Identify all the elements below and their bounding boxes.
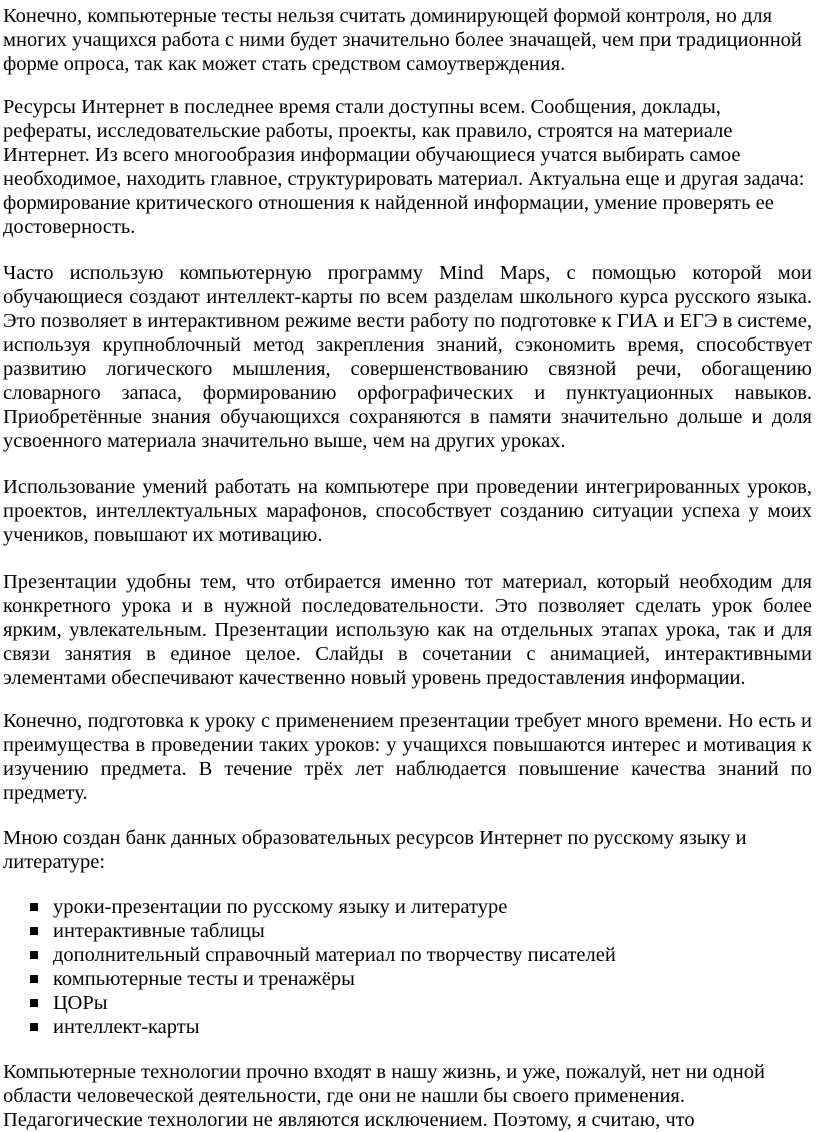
paragraph-computer-tests: Конечно, компьютерные тесты нельзя считать доминирующей формой контроля, но для многих учащихся работа с ними будет значительно более значащей, чем при традиционной форме опроса, так как может стать средством самоутверждения.	[3, 5, 802, 75]
paragraph-lesson-preparation: Конечно, подготовка к уроку с применением презентации требует много времени. Но есть и преимущества в проведении таких уроков: у учащихся повышаются интерес и мотивация к изучению предмета. В течение трёх лет наблюдается повышение качества знаний по предмету.	[3, 710, 812, 804]
list-item	[28, 943, 788, 967]
list-item	[28, 1015, 788, 1039]
square-bullet-icon	[30, 903, 38, 911]
paragraph-resource-bank: Мною создан банк данных образовательных ресурсов Интернет по русскому языку и литературе:	[3, 827, 747, 873]
list-item	[28, 895, 788, 919]
list-item	[28, 991, 788, 1015]
list-item-text: дополнительный справочный материал по творчеству писателей	[53, 944, 616, 966]
resources-list	[28, 895, 788, 1039]
list-item-text: ЦОРы	[53, 992, 108, 1014]
paragraph-computer-skills: Использование умений работать на компьютере при проведении интегрированных уроков, проектов, интеллектуальных марафонов, способствует созданию ситуации успеха у моих учеников, повышают их мотивацию.	[3, 476, 812, 546]
paragraph-presentations: Презентации удобны тем, что отбирается именно тот материал, который необходим для конкретного урока и в нужной последовательности. Это позволяет сделать урок более ярким, увлекательным. Презентации использую как на отдельных этапах урока, так и для связи занятия в единое целое. Слайды в сочетании с анимацией, интерактивными элементами обеспечивают качественно новый уровень предоставления информации.	[3, 571, 812, 689]
square-bullet-icon	[30, 999, 38, 1007]
list-item-text: интеллект-карты	[53, 1016, 200, 1038]
square-bullet-icon	[30, 1023, 38, 1031]
paragraph-conclusion: Компьютерные технологии прочно входят в нашу жизнь, и уже, пожалуй, нет ни одной области человеческой деятельности, где они не нашли бы своего применения. Педагогические технологии не являются исключением. Поэтому, я считаю, что	[3, 1061, 765, 1131]
list-item-text: компьютерные тесты и тренажёры	[53, 968, 355, 990]
square-bullet-icon	[30, 927, 38, 935]
square-bullet-icon	[30, 951, 38, 959]
list-item-text: интерактивные таблицы	[53, 920, 265, 942]
paragraph-mind-maps: Часто использую компьютерную программу Mind Maps, с помощью которой мои обучающиеся создают интеллект-карты по всем разделам школьного курса русского языка. Это позволяет в интерактивном режиме вести работу по подготовке к ГИА и ЕГЭ в системе, используя крупноблочный метод закрепления знаний, сэкономить время, способствует развитию логического мышления, совершенствованию связной речи, обогащению словарного запаса, формированию орфографических и пунктуационных навыков. Приобретённые знания обучающихся сохраняются в памяти значительно дольше и доля усвоенного материала значительно выше, чем на других уроках.	[3, 262, 812, 452]
list-item	[28, 919, 788, 943]
square-bullet-icon	[30, 975, 38, 983]
list-item-text: уроки-презентации по русскому языку и литературе	[53, 896, 508, 918]
paragraph-internet-resources: Ресурсы Интернет в последнее время стали доступны всем. Сообщения, доклады, рефераты, исследовательские работы, проекты, как правило, строятся на материале Интернет. Из всего многообразия информации обучающиеся учатся выбирать самое необходимое, находить главное, структурировать материал. Актуальна еще и другая задача: формирование критического отношения к найденной информации, умение проверять ее достоверность.	[3, 96, 805, 238]
list-item	[28, 967, 788, 991]
